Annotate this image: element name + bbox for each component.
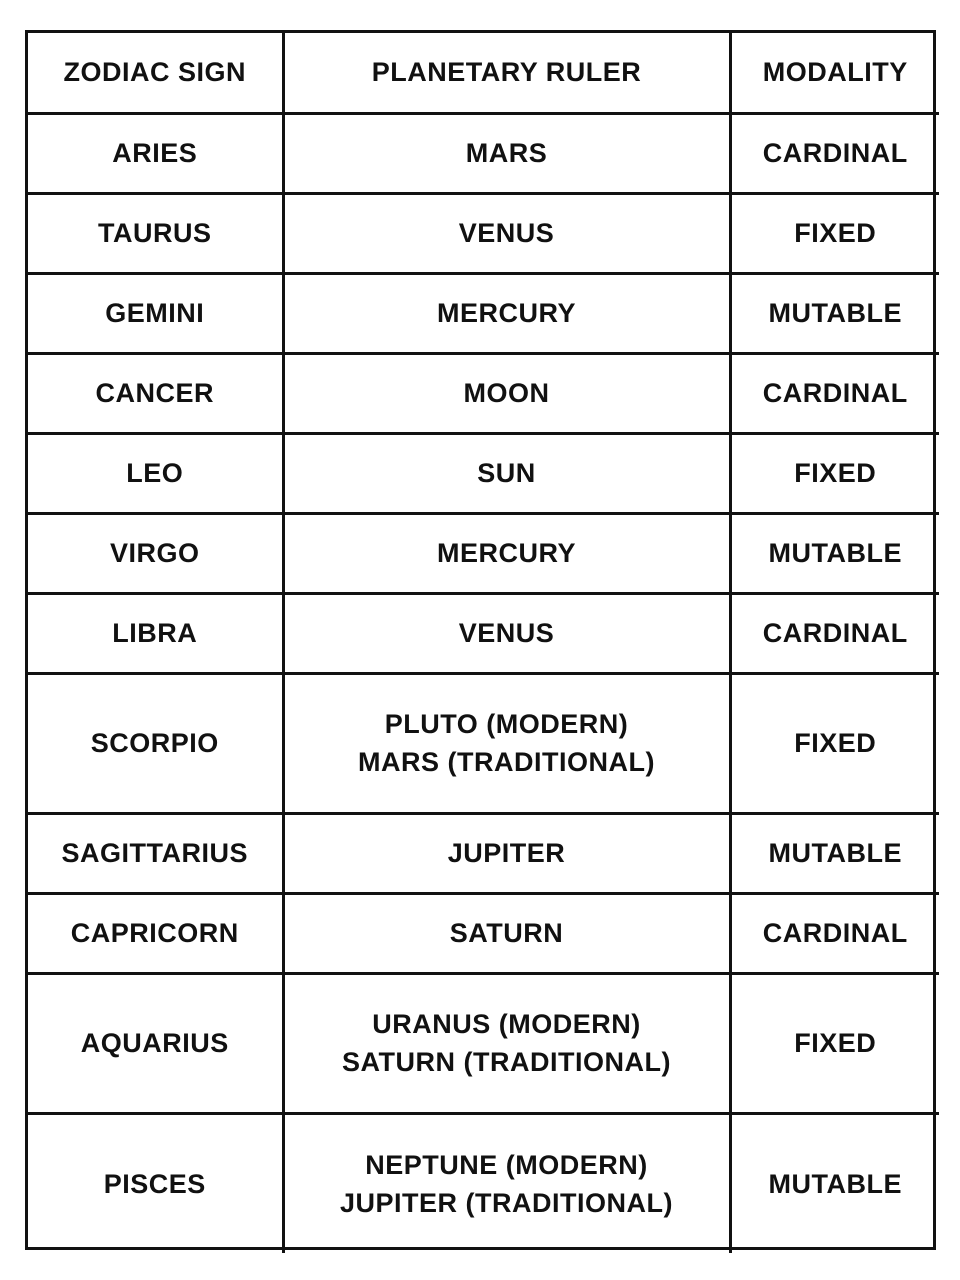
ruler-line: SATURN (TRADITIONAL) xyxy=(342,1047,671,1077)
table-row xyxy=(28,593,939,673)
ruler-line: URANUS (MODERN) xyxy=(372,1009,641,1039)
sign-cell: SCORPIO xyxy=(28,673,283,813)
ruler-cell xyxy=(283,433,730,513)
sign-cell: LEO xyxy=(28,433,283,513)
ruler-cell xyxy=(283,893,730,973)
ruler-cell xyxy=(283,353,730,433)
table-row xyxy=(28,353,939,433)
ruler-cell xyxy=(283,1113,730,1253)
table-row xyxy=(28,193,939,273)
modality-cell: MUTABLE xyxy=(730,1113,939,1253)
sign-cell: SAGITTARIUS xyxy=(28,813,283,893)
modality-cell: CARDINAL xyxy=(730,353,939,433)
sign-cell: GEMINI xyxy=(28,273,283,353)
modality-cell: FIXED xyxy=(730,973,939,1113)
modality-cell: FIXED xyxy=(730,433,939,513)
ruler-line: MERCURY xyxy=(436,298,576,328)
modality-cell: MUTABLE xyxy=(730,813,939,893)
ruler-cell xyxy=(283,973,730,1113)
modality-cell: CARDINAL xyxy=(730,113,939,193)
ruler-cell xyxy=(283,113,730,193)
table-row xyxy=(28,1113,939,1253)
modality-cell: FIXED xyxy=(730,673,939,813)
table-row xyxy=(28,433,939,513)
ruler-line: JUPITER xyxy=(447,838,566,868)
ruler-line: SATURN xyxy=(449,918,564,948)
modality-cell: MUTABLE xyxy=(730,273,939,353)
sign-cell: CANCER xyxy=(28,353,283,433)
table-row xyxy=(28,673,939,813)
modality-cell: CARDINAL xyxy=(730,893,939,973)
ruler-line: MERCURY xyxy=(436,538,576,568)
table-row xyxy=(28,113,939,193)
ruler-cell xyxy=(283,593,730,673)
ruler-line: MARS xyxy=(465,138,548,168)
header-modality: MODALITY xyxy=(730,33,939,113)
ruler-line: VENUS xyxy=(458,618,555,648)
ruler-line: PLUTO (MODERN) xyxy=(384,709,629,739)
table-row xyxy=(28,813,939,893)
zodiac-table xyxy=(28,33,939,1253)
ruler-cell xyxy=(283,273,730,353)
ruler-cell xyxy=(283,193,730,273)
header-row xyxy=(28,33,939,113)
ruler-line: JUPITER (TRADITIONAL) xyxy=(340,1187,673,1218)
sign-cell: PISCES xyxy=(28,1113,283,1253)
modality-cell: MUTABLE xyxy=(730,513,939,593)
header-planetary-ruler: PLANETARY RULER xyxy=(283,33,730,113)
table-body xyxy=(28,113,939,1253)
modality-cell: FIXED xyxy=(730,193,939,273)
sign-cell: VIRGO xyxy=(28,513,283,593)
table-row xyxy=(28,893,939,973)
table-row xyxy=(28,513,939,593)
sign-cell: AQUARIUS xyxy=(28,973,283,1113)
ruler-cell xyxy=(283,673,730,813)
sign-cell: CAPRICORN xyxy=(28,893,283,973)
ruler-line: MOON xyxy=(463,378,550,408)
ruler-line: NEPTUNE (MODERN) xyxy=(365,1149,648,1180)
table-row xyxy=(28,273,939,353)
ruler-line: VENUS xyxy=(458,218,555,248)
ruler-line: SUN xyxy=(477,458,536,488)
zodiac-table-container xyxy=(25,30,936,1250)
modality-cell: CARDINAL xyxy=(730,593,939,673)
sign-cell: ARIES xyxy=(28,113,283,193)
header-zodiac-sign: ZODIAC SIGN xyxy=(28,33,283,113)
ruler-cell xyxy=(283,813,730,893)
table-row xyxy=(28,973,939,1113)
ruler-cell xyxy=(283,513,730,593)
ruler-line: MARS (TRADITIONAL) xyxy=(358,747,655,777)
sign-cell: TAURUS xyxy=(28,193,283,273)
sign-cell: LIBRA xyxy=(28,593,283,673)
